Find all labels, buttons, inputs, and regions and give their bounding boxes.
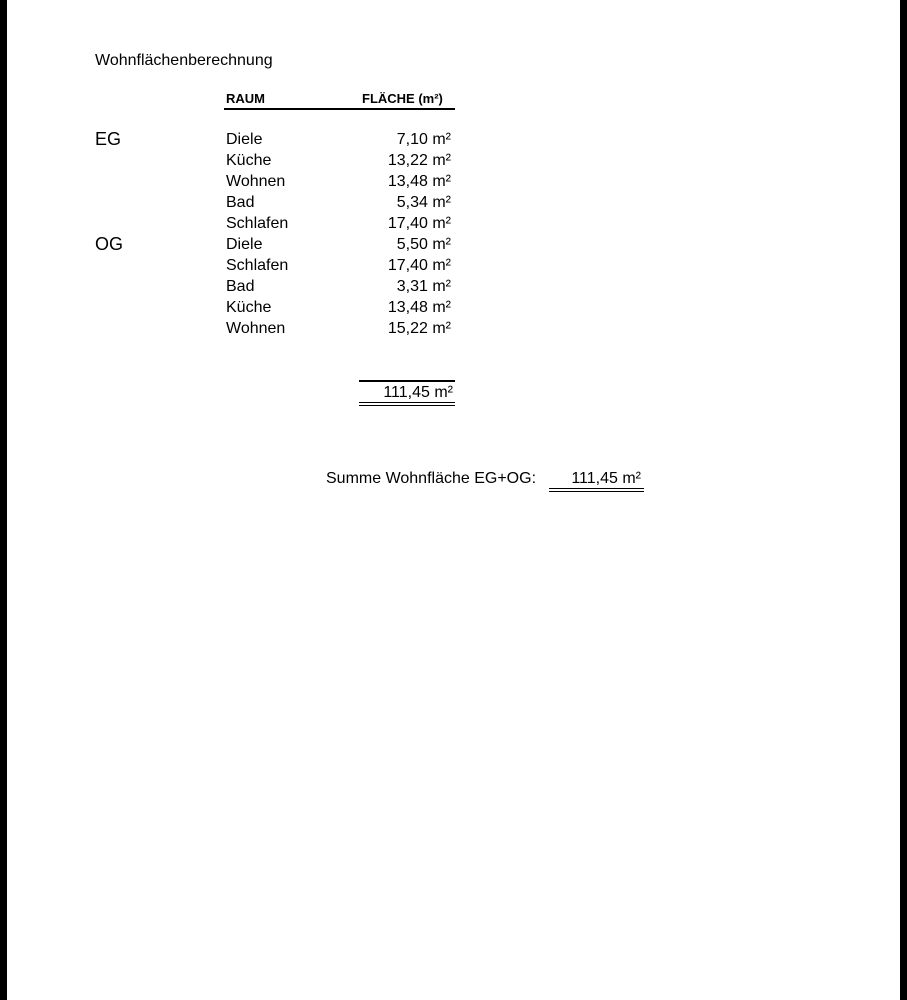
subtotal-rule [359,380,455,382]
room-area: 13,48 m² [387,299,451,316]
room-area: 3,31 m² [396,278,451,295]
room-name: Schlafen [226,215,289,232]
room-area: 17,40 m² [387,215,451,232]
room-area: 15,22 m² [387,320,451,337]
subtotal-double-rule-2 [359,405,455,406]
summary-double-rule-1 [549,488,644,489]
table-row [7,192,607,213]
room-name: Wohnen [226,173,286,190]
room-name: Küche [226,299,272,316]
room-name: Diele [226,236,263,253]
header-rule [224,108,455,110]
table-row [7,318,607,339]
room-name: Diele [226,131,263,148]
floor-label: EG [95,129,122,149]
document-title: Wohnflächenberechnung [95,52,273,69]
table-row [7,297,607,318]
floor-label: OG [95,234,124,254]
room-area: 7,10 m² [396,131,451,148]
column-header-raum: RAUM [226,91,265,106]
room-area: 5,50 m² [396,236,451,253]
table-row [7,234,607,255]
room-area: 17,40 m² [387,257,451,274]
room-name: Küche [226,152,272,169]
room-area: 5,34 m² [396,194,451,211]
table-row [7,171,607,192]
area-table [7,129,607,339]
room-area: 13,22 m² [387,152,451,169]
summary-double-rule-2 [549,491,644,492]
table-row [7,276,607,297]
summary-value: 111,45 m² [571,470,641,487]
subtotal-double-rule-1 [359,402,455,403]
room-name: Wohnen [226,320,286,337]
subtotal-value: 111,45 m² [383,384,453,401]
summary-label: Summe Wohnfläche EG+OG: [326,470,537,487]
column-header-flaeche: FLÄCHE (m²) [362,91,443,106]
table-row [7,129,607,150]
room-name: Schlafen [226,257,289,274]
table-row [7,255,607,276]
document-page [7,0,900,1000]
table-row [7,150,607,171]
room-name: Bad [226,278,255,295]
table-row [7,213,607,234]
room-area: 13,48 m² [387,173,451,190]
room-name: Bad [226,194,255,211]
